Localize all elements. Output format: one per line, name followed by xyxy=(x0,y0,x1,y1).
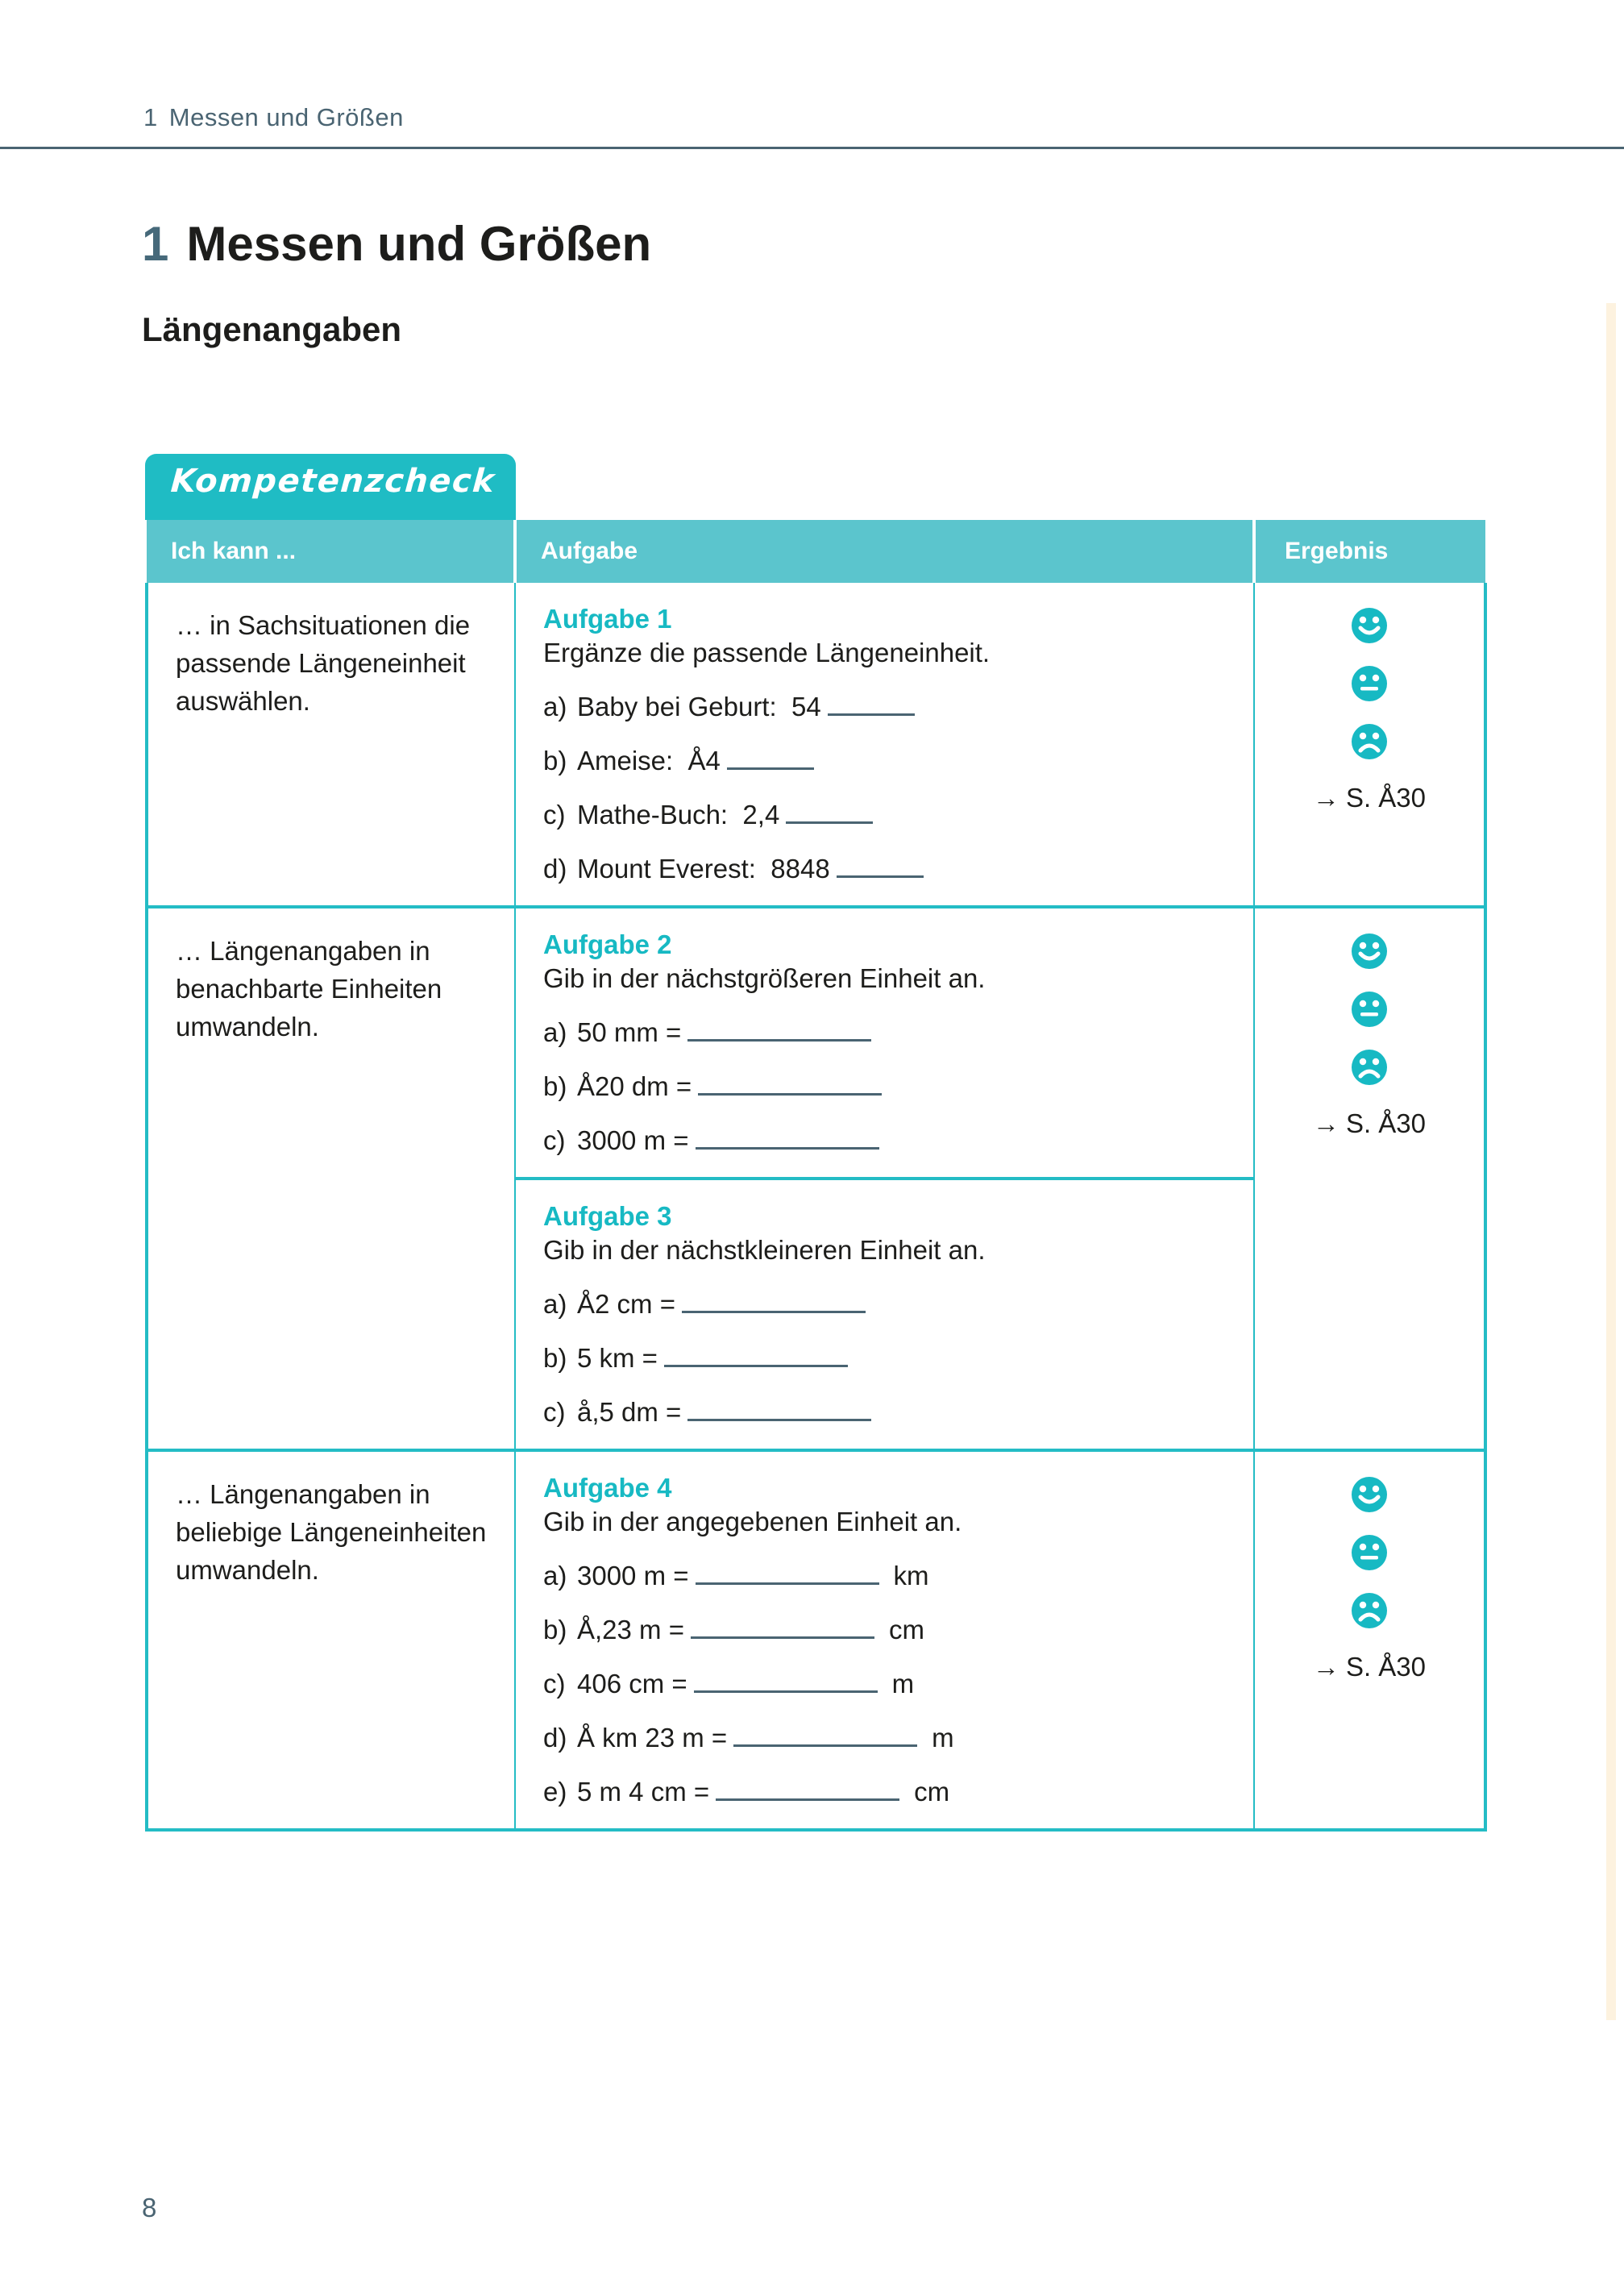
task-item xyxy=(543,689,1237,722)
page-reference[interactable] xyxy=(1255,783,1484,813)
task-item-unit: km xyxy=(893,1561,929,1590)
task-item xyxy=(543,851,1237,884)
answer-blank[interactable] xyxy=(696,1123,879,1150)
header-divider-rule xyxy=(0,147,1624,149)
running-header xyxy=(0,0,1624,153)
page-reference-label: S. Å30 xyxy=(1345,783,1427,813)
can-do-cell: … in Sachsituationen die passende Längeneinheit auswählen. xyxy=(147,583,515,907)
smiley-sad-icon[interactable] xyxy=(1349,721,1389,762)
smiley-neutral-icon[interactable] xyxy=(1349,989,1389,1029)
answer-blank[interactable] xyxy=(696,1558,879,1585)
task-item-label: d) xyxy=(543,1723,567,1753)
task-title: Aufgabe 4 xyxy=(543,1473,672,1503)
answer-blank[interactable] xyxy=(716,1774,899,1801)
task-item xyxy=(543,1287,1237,1320)
task-block xyxy=(543,929,1237,1156)
smiley-happy-icon[interactable] xyxy=(1349,931,1389,971)
smiley-happy-icon[interactable] xyxy=(1349,1474,1389,1515)
page-reference[interactable] xyxy=(1255,1108,1484,1139)
task-item xyxy=(543,743,1237,776)
task-item-text: Ameise: Å4 xyxy=(577,746,721,775)
table-row xyxy=(147,1450,1485,1830)
running-header-chapter-title: Messen und Größen xyxy=(168,103,404,131)
task-instruction: Ergänze die passende Längeneinheit. xyxy=(543,638,991,667)
column-header-ergebnis: Ergebnis xyxy=(1254,520,1485,583)
page-title xyxy=(142,216,651,272)
smiley-sad-icon[interactable] xyxy=(1349,1590,1389,1631)
task-item-label: c) xyxy=(543,800,566,830)
table-row xyxy=(147,907,1485,1179)
task-cell xyxy=(515,907,1254,1179)
task-item-label: c) xyxy=(543,1669,566,1698)
task-cell xyxy=(515,583,1254,907)
task-title: Aufgabe 3 xyxy=(543,1201,672,1231)
task-item-unit: cm xyxy=(914,1777,950,1807)
result-cell xyxy=(1254,1450,1485,1830)
task-instruction: Gib in der nächstgrößeren Einheit an. xyxy=(543,963,986,993)
task-instruction: Gib in der nächstkleineren Einheit an. xyxy=(543,1235,986,1265)
page-reference[interactable] xyxy=(1255,1652,1484,1682)
task-item-label: b) xyxy=(543,1615,567,1644)
task-item-label: b) xyxy=(543,746,567,775)
task-item-text: Mount Everest: 8848 xyxy=(577,854,830,884)
task-item-unit: m xyxy=(891,1669,915,1698)
task-item xyxy=(543,1558,1237,1591)
task-item-text: Mathe-Buch: 2,4 xyxy=(577,800,780,830)
task-instruction: Gib in der angegebenen Einheit an. xyxy=(543,1507,962,1536)
task-item xyxy=(543,1341,1237,1374)
page-title-number: 1 xyxy=(142,217,169,271)
kompetenzcheck-tab-label: Kompetenzcheck xyxy=(169,463,496,500)
arrow-right-icon: → xyxy=(1312,1652,1339,1682)
answer-blank[interactable] xyxy=(698,1069,882,1096)
task-block xyxy=(543,1473,1237,1807)
task-item-label: a) xyxy=(543,1017,567,1047)
task-item-text: å,5 dm = xyxy=(577,1397,682,1427)
answer-blank[interactable] xyxy=(733,1720,917,1747)
answer-blank[interactable] xyxy=(786,797,873,824)
page-title-text: Messen und Größen xyxy=(186,217,652,271)
task-item-text: Å20 dm = xyxy=(577,1071,692,1101)
answer-blank[interactable] xyxy=(694,1666,878,1693)
table-header xyxy=(147,520,1485,583)
task-item xyxy=(543,797,1237,830)
task-item xyxy=(543,1720,1237,1753)
task-item-label: e) xyxy=(543,1777,567,1807)
smiley-sad-icon[interactable] xyxy=(1349,1047,1389,1087)
result-cell xyxy=(1254,907,1485,1450)
can-do-cell: … Längenangaben in benachbarte Einheiten umwandeln. xyxy=(147,907,515,1450)
task-block xyxy=(543,1201,1237,1428)
task-item xyxy=(543,1395,1237,1428)
answer-blank[interactable] xyxy=(691,1612,874,1639)
smiley-happy-icon[interactable] xyxy=(1349,605,1389,646)
task-item-label: c) xyxy=(543,1125,566,1155)
task-item-text: 5 km = xyxy=(577,1343,658,1373)
page-number: 8 xyxy=(142,2193,157,2222)
task-item-label: a) xyxy=(543,1289,567,1319)
answer-blank[interactable] xyxy=(727,743,814,770)
arrow-right-icon: → xyxy=(1312,783,1339,813)
task-cell xyxy=(515,1450,1254,1830)
answer-blank[interactable] xyxy=(682,1287,866,1313)
task-item-text: Å2 cm = xyxy=(577,1289,675,1319)
task-item-text: 3000 m = xyxy=(577,1561,689,1590)
running-header-chapter-number: 1 xyxy=(143,103,158,131)
task-item-text: Å km 23 m = xyxy=(577,1723,728,1753)
task-item-text: Baby bei Geburt: 54 xyxy=(577,692,821,721)
task-item-label: a) xyxy=(543,1561,567,1590)
smiley-neutral-icon[interactable] xyxy=(1349,1532,1389,1573)
running-header-text xyxy=(143,103,404,132)
task-item xyxy=(543,1123,1237,1156)
page-edge-strip xyxy=(1606,303,1616,2020)
page-reference-label: S. Å30 xyxy=(1345,1108,1427,1138)
answer-blank[interactable] xyxy=(828,689,915,716)
task-item-text: 5 m 4 cm = xyxy=(577,1777,710,1807)
task-item-text: Å,23 m = xyxy=(577,1615,684,1644)
task-item-label: c) xyxy=(543,1397,566,1427)
answer-blank[interactable] xyxy=(687,1015,871,1042)
task-cell xyxy=(515,1179,1254,1450)
answer-blank[interactable] xyxy=(664,1341,848,1367)
task-item xyxy=(543,1612,1237,1645)
rating-smileys[interactable] xyxy=(1255,931,1484,1087)
task-item-text: 406 cm = xyxy=(577,1669,687,1698)
task-block xyxy=(543,604,1237,884)
task-title: Aufgabe 2 xyxy=(543,929,672,959)
task-item-label: d) xyxy=(543,854,567,884)
task-item-unit: cm xyxy=(888,1615,924,1644)
kompetenzcheck-table xyxy=(145,520,1487,1832)
table-body xyxy=(147,583,1485,1830)
rating-smileys[interactable] xyxy=(1255,605,1484,762)
answer-blank[interactable] xyxy=(687,1395,871,1421)
task-title: Aufgabe 1 xyxy=(543,604,672,634)
can-do-cell: … Längenangaben in beliebige Längeneinheiten umwandeln. xyxy=(147,1450,515,1830)
task-item xyxy=(543,1015,1237,1048)
page-subtitle: Längenangaben xyxy=(142,310,402,348)
arrow-right-icon: → xyxy=(1312,1108,1339,1138)
kompetenzcheck-tab xyxy=(145,454,516,520)
column-header-aufgabe: Aufgabe xyxy=(515,520,1254,583)
page-reference-label: S. Å30 xyxy=(1345,1652,1427,1682)
task-item-label: b) xyxy=(543,1071,567,1101)
rating-smileys[interactable] xyxy=(1255,1474,1484,1631)
task-item-text: 50 mm = xyxy=(577,1017,682,1047)
result-cell xyxy=(1254,583,1485,907)
table-header-row xyxy=(147,520,1485,583)
task-item-label: b) xyxy=(543,1343,567,1373)
task-item xyxy=(543,1069,1237,1102)
column-header-ich-kann: Ich kann ... xyxy=(147,520,515,583)
table-row xyxy=(147,583,1485,907)
smiley-neutral-icon[interactable] xyxy=(1349,663,1389,704)
task-item-text: 3000 m = xyxy=(577,1125,689,1155)
task-item xyxy=(543,1666,1237,1699)
task-item xyxy=(543,1774,1237,1807)
answer-blank[interactable] xyxy=(837,851,924,878)
task-item-unit: m xyxy=(932,1723,954,1753)
task-item-label: a) xyxy=(543,692,567,721)
